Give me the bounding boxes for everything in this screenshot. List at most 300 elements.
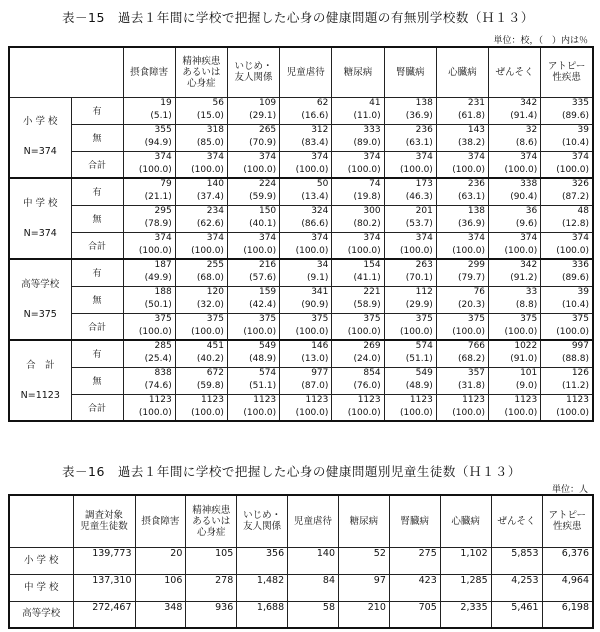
group-label bbox=[9, 340, 71, 421]
cell-count: 318 bbox=[206, 124, 224, 135]
cell-count: 766 bbox=[467, 341, 486, 351]
cell-count: 39 bbox=[577, 286, 589, 297]
cell-percent: (63.1) bbox=[457, 192, 486, 202]
group-name: 高等学校 bbox=[21, 278, 60, 290]
cell-count: 374 bbox=[571, 151, 589, 162]
cell-percent: (12.8) bbox=[561, 218, 589, 229]
cell-count: 854 bbox=[363, 367, 381, 378]
cell-count: 374 bbox=[363, 151, 381, 162]
table15-col-header: 腎臓病 bbox=[384, 47, 436, 97]
cell-percent: (40.2) bbox=[196, 354, 224, 364]
table15-cell bbox=[489, 367, 541, 394]
cell-percent: (100.0) bbox=[295, 164, 329, 175]
table15-cell bbox=[384, 286, 436, 313]
table16-cell: 58 bbox=[288, 601, 339, 628]
table15-cell bbox=[123, 124, 175, 151]
cell-percent: (100.0) bbox=[295, 326, 329, 337]
table15-cell bbox=[175, 232, 227, 259]
cell-percent: (100.0) bbox=[191, 326, 224, 337]
cell-percent: (100.0) bbox=[452, 164, 486, 175]
table16-row bbox=[9, 547, 593, 574]
table15-cell bbox=[175, 286, 227, 313]
table16-cell: 275 bbox=[389, 547, 440, 574]
cell-count: 187 bbox=[154, 260, 172, 270]
cell-count: 374 bbox=[311, 232, 329, 243]
cell-count: 341 bbox=[311, 286, 329, 297]
table15-cell bbox=[436, 124, 488, 151]
table15-cell bbox=[227, 178, 279, 205]
cell-count: 140 bbox=[206, 179, 224, 189]
cell-count: 374 bbox=[520, 232, 538, 243]
cell-count: 1123 bbox=[148, 394, 172, 405]
table16-cell: 1,482 bbox=[237, 574, 288, 601]
table16-col-header: アトピー 性疾患 bbox=[542, 495, 593, 547]
table16-col-header: 児童虐待 bbox=[288, 495, 339, 547]
table15-cell bbox=[541, 124, 593, 151]
cell-percent: (100.0) bbox=[243, 407, 277, 418]
cell-percent: (68.2) bbox=[457, 354, 486, 364]
table15-cell bbox=[384, 97, 436, 124]
cell-count: 150 bbox=[258, 205, 277, 216]
table16-cell: 6,376 bbox=[542, 547, 593, 574]
table15-cell bbox=[436, 394, 488, 421]
table15-cell bbox=[123, 313, 175, 340]
cell-count: 1123 bbox=[566, 394, 589, 405]
cell-count: 32 bbox=[525, 124, 538, 135]
cell-percent: (70.9) bbox=[249, 137, 277, 148]
table15-cell bbox=[123, 394, 175, 421]
cell-percent: (91.4) bbox=[510, 110, 538, 121]
cell-count: 374 bbox=[206, 232, 224, 243]
cell-percent: (100.0) bbox=[347, 164, 381, 175]
cell-percent: (19.8) bbox=[353, 192, 381, 202]
table15-cell bbox=[280, 259, 332, 286]
table16-cell: 139,773 bbox=[73, 547, 135, 574]
table15-cell bbox=[384, 151, 436, 178]
table15-cell bbox=[541, 232, 593, 259]
cell-percent: (50.1) bbox=[144, 299, 172, 310]
cell-count: 48 bbox=[577, 205, 589, 216]
table15-unit: 単位：校，（ ）内は％ bbox=[493, 36, 588, 46]
group-label bbox=[9, 97, 71, 178]
cell-count: 224 bbox=[258, 179, 277, 189]
table15-cell bbox=[436, 340, 488, 367]
table15-cell bbox=[436, 178, 488, 205]
cell-percent: (100.0) bbox=[504, 407, 538, 418]
table15-cell bbox=[227, 286, 279, 313]
table16-cell: 137,310 bbox=[73, 574, 135, 601]
table16-cell: 6,198 bbox=[542, 601, 593, 628]
table15-cell bbox=[436, 151, 488, 178]
cell-count: 109 bbox=[258, 97, 277, 108]
cell-percent: (83.4) bbox=[301, 137, 329, 148]
table16-col-header: 精神疾患 あるいは 心身症 bbox=[186, 495, 237, 547]
table15-cell bbox=[332, 124, 384, 151]
cell-count: 234 bbox=[206, 205, 224, 216]
cell-count: 375 bbox=[363, 313, 381, 324]
table15-cell bbox=[227, 367, 279, 394]
cell-count: 324 bbox=[311, 205, 329, 216]
cell-percent: (38.2) bbox=[457, 137, 486, 148]
table16-cell: 20 bbox=[135, 547, 186, 574]
cell-percent: (100.0) bbox=[138, 407, 172, 418]
table15-cell bbox=[227, 151, 279, 178]
cell-count: 1123 bbox=[514, 394, 538, 405]
cell-count: 338 bbox=[520, 179, 538, 189]
table15-cell bbox=[384, 205, 436, 232]
cell-count: 138 bbox=[415, 97, 433, 108]
table15-cell bbox=[123, 97, 175, 124]
table15-corner bbox=[9, 47, 123, 97]
cell-percent: (58.9) bbox=[353, 299, 381, 310]
row-label: 合計 bbox=[71, 394, 123, 421]
table16-cell: 1,688 bbox=[237, 601, 288, 628]
cell-count: 1123 bbox=[201, 394, 224, 405]
table16-cell: 210 bbox=[339, 601, 390, 628]
row-label: 有 bbox=[71, 178, 123, 205]
table16-cell: 1,102 bbox=[440, 547, 491, 574]
table15-cell bbox=[489, 340, 541, 367]
cell-percent: (100.0) bbox=[295, 245, 329, 256]
table16-col-header: 腎臓病 bbox=[389, 495, 440, 547]
cell-count: 41 bbox=[369, 97, 381, 108]
cell-percent: (100.0) bbox=[452, 407, 486, 418]
cell-count: 374 bbox=[311, 151, 329, 162]
cell-count: 374 bbox=[415, 232, 433, 243]
cell-count: 374 bbox=[154, 151, 172, 162]
cell-percent: (89.6) bbox=[561, 110, 589, 121]
cell-count: 263 bbox=[415, 260, 433, 270]
cell-count: 375 bbox=[258, 313, 277, 324]
cell-count: 374 bbox=[206, 151, 224, 162]
table15-row bbox=[9, 394, 593, 421]
table15-cell bbox=[123, 367, 175, 394]
table16-cell: 4,253 bbox=[491, 574, 542, 601]
cell-percent: (100.0) bbox=[452, 326, 486, 337]
cell-percent: (86.6) bbox=[301, 218, 329, 229]
cell-count: 375 bbox=[467, 313, 486, 324]
cell-count: 300 bbox=[363, 205, 381, 216]
cell-count: 1123 bbox=[357, 394, 381, 405]
table15-cell bbox=[541, 286, 593, 313]
cell-count: 374 bbox=[467, 151, 486, 162]
cell-percent: (100.0) bbox=[138, 326, 172, 337]
cell-count: 231 bbox=[467, 97, 486, 108]
table15-col-header: いじめ・ 友人関係 bbox=[227, 47, 279, 97]
table15-cell bbox=[175, 313, 227, 340]
cell-count: 326 bbox=[571, 179, 589, 189]
cell-percent: (87.2) bbox=[561, 192, 589, 202]
table15-title: 表－15 過去１年間に学校で把握した心身の健康問題の有無別学校数（Ｈ１３） bbox=[62, 10, 534, 25]
table16-cell: 278 bbox=[186, 574, 237, 601]
table15-row bbox=[9, 340, 593, 367]
table16-title: 表－16 過去１年間に学校で把握した心身の健康問題別児童生徒数（Ｈ１３） bbox=[62, 464, 521, 479]
cell-percent: (15.0) bbox=[196, 110, 224, 121]
cell-percent: (91.0) bbox=[510, 354, 538, 364]
cell-percent: (100.0) bbox=[504, 245, 538, 256]
table15-cell bbox=[384, 124, 436, 151]
cell-percent: (100.0) bbox=[556, 326, 589, 337]
table15-cell bbox=[541, 313, 593, 340]
cell-count: 50 bbox=[316, 179, 329, 189]
table15-col-header: 摂食障害 bbox=[123, 47, 175, 97]
table15-cell bbox=[436, 286, 488, 313]
cell-percent: (89.6) bbox=[561, 273, 589, 283]
table15-cell bbox=[123, 232, 175, 259]
cell-percent: (8.6) bbox=[515, 137, 538, 148]
table16-cell: 705 bbox=[389, 601, 440, 628]
table15-cell bbox=[280, 205, 332, 232]
cell-percent: (13.0) bbox=[301, 354, 329, 364]
group-n: N=1123 bbox=[20, 389, 60, 401]
cell-percent: (100.0) bbox=[191, 407, 224, 418]
cell-percent: (100.0) bbox=[191, 164, 224, 175]
cell-percent: (100.0) bbox=[556, 245, 589, 256]
table15-cell bbox=[280, 367, 332, 394]
row-label: 無 bbox=[71, 367, 123, 394]
row-label: 小 学 校 bbox=[9, 547, 73, 574]
cell-count: 299 bbox=[467, 260, 486, 270]
row-label: 合計 bbox=[71, 151, 123, 178]
cell-percent: (100.0) bbox=[347, 245, 381, 256]
cell-percent: (13.4) bbox=[301, 192, 329, 202]
cell-percent: (87.0) bbox=[301, 380, 329, 391]
cell-count: 375 bbox=[571, 313, 589, 324]
cell-percent: (49.9) bbox=[144, 273, 172, 283]
table15-cell bbox=[384, 232, 436, 259]
table15-row bbox=[9, 313, 593, 340]
cell-percent: (100.0) bbox=[400, 245, 433, 256]
table15-cell bbox=[489, 259, 541, 286]
table15-col-header: 児童虐待 bbox=[280, 47, 332, 97]
cell-count: 269 bbox=[363, 341, 381, 351]
cell-count: 374 bbox=[154, 232, 172, 243]
table16-corner bbox=[9, 495, 73, 547]
cell-percent: (51.1) bbox=[249, 380, 277, 391]
table15-cell bbox=[436, 97, 488, 124]
table15-cell bbox=[227, 124, 279, 151]
cell-count: 1123 bbox=[305, 394, 329, 405]
cell-percent: (89.0) bbox=[353, 137, 381, 148]
cell-percent: (68.0) bbox=[196, 273, 224, 283]
cell-percent: (100.0) bbox=[400, 326, 433, 337]
cell-percent: (100.0) bbox=[400, 164, 433, 175]
table15-cell bbox=[541, 178, 593, 205]
cell-count: 126 bbox=[571, 367, 589, 378]
cell-count: 1123 bbox=[253, 394, 277, 405]
cell-percent: (74.6) bbox=[144, 380, 172, 391]
cell-count: 374 bbox=[520, 151, 538, 162]
table15-row bbox=[9, 367, 593, 394]
table15-cell bbox=[175, 124, 227, 151]
table15-cell bbox=[489, 151, 541, 178]
cell-percent: (100.0) bbox=[400, 407, 433, 418]
cell-count: 374 bbox=[258, 151, 277, 162]
cell-count: 375 bbox=[154, 313, 172, 324]
cell-count: 236 bbox=[415, 124, 433, 135]
table15-cell bbox=[384, 313, 436, 340]
table15-cell bbox=[541, 97, 593, 124]
cell-percent: (40.1) bbox=[249, 218, 277, 229]
cell-count: 255 bbox=[206, 260, 224, 270]
table15-cell bbox=[280, 124, 332, 151]
cell-percent: (100.0) bbox=[243, 164, 277, 175]
cell-count: 19 bbox=[160, 97, 172, 108]
cell-percent: (11.0) bbox=[353, 110, 381, 121]
table15-cell bbox=[175, 340, 227, 367]
table15-row bbox=[9, 97, 593, 124]
cell-count: 335 bbox=[571, 97, 589, 108]
cell-percent: (11.2) bbox=[561, 380, 589, 391]
table16-col-header: 調査対象 児童生徒数 bbox=[73, 495, 135, 547]
cell-count: 374 bbox=[258, 232, 277, 243]
cell-count: 375 bbox=[520, 313, 538, 324]
table15-cell bbox=[175, 178, 227, 205]
table15-cell bbox=[436, 232, 488, 259]
table15-cell bbox=[541, 367, 593, 394]
table15-cell bbox=[436, 259, 488, 286]
cell-count: 138 bbox=[467, 205, 486, 216]
table15-cell bbox=[280, 97, 332, 124]
cell-percent: (29.9) bbox=[405, 299, 433, 310]
cell-percent: (8.8) bbox=[515, 299, 538, 310]
cell-count: 374 bbox=[363, 232, 381, 243]
table15-cell bbox=[332, 313, 384, 340]
table15-cell bbox=[227, 394, 279, 421]
cell-percent: (79.7) bbox=[457, 273, 486, 283]
table15-cell bbox=[384, 367, 436, 394]
group-n: N=375 bbox=[23, 308, 57, 320]
cell-percent: (100.0) bbox=[243, 245, 277, 256]
cell-percent: (36.9) bbox=[457, 218, 486, 229]
table15-cell bbox=[436, 205, 488, 232]
table15-cell bbox=[123, 151, 175, 178]
group-name: 合 計 bbox=[25, 359, 55, 371]
cell-count: 312 bbox=[311, 124, 329, 135]
table15-cell bbox=[489, 205, 541, 232]
cell-count: 451 bbox=[206, 341, 224, 351]
table15-cell bbox=[332, 97, 384, 124]
cell-count: 672 bbox=[206, 367, 224, 378]
cell-percent: (46.3) bbox=[405, 192, 433, 202]
cell-count: 34 bbox=[316, 260, 329, 270]
table15-cell bbox=[384, 340, 436, 367]
cell-count: 977 bbox=[311, 367, 329, 378]
table15-cell bbox=[123, 340, 175, 367]
table15-cell bbox=[332, 394, 384, 421]
cell-percent: (20.3) bbox=[457, 299, 486, 310]
table15-col-header: ぜんそく bbox=[489, 47, 541, 97]
cell-count: 357 bbox=[467, 367, 486, 378]
cell-count: 33 bbox=[525, 286, 538, 297]
cell-percent: (100.0) bbox=[504, 164, 538, 175]
table16-cell: 348 bbox=[135, 601, 186, 628]
table15-cell bbox=[489, 232, 541, 259]
table16-cell: 936 bbox=[186, 601, 237, 628]
cell-percent: (9.1) bbox=[307, 273, 329, 283]
cell-percent: (51.1) bbox=[405, 354, 433, 364]
cell-percent: (90.4) bbox=[510, 192, 538, 202]
table16-col-header: いじめ・ 友人関係 bbox=[237, 495, 288, 547]
row-label: 合計 bbox=[71, 313, 123, 340]
cell-count: 36 bbox=[525, 205, 538, 216]
table16-cell: 105 bbox=[186, 547, 237, 574]
cell-percent: (59.8) bbox=[196, 380, 224, 391]
table15-cell bbox=[175, 367, 227, 394]
cell-percent: (85.0) bbox=[196, 137, 224, 148]
cell-percent: (5.1) bbox=[150, 110, 172, 121]
table16-col-header: 糖尿病 bbox=[339, 495, 390, 547]
table16-col-header: 摂食障害 bbox=[135, 495, 186, 547]
cell-count: 265 bbox=[258, 124, 277, 135]
row-label: 無 bbox=[71, 124, 123, 151]
table15-cell bbox=[227, 205, 279, 232]
table16-cell: 423 bbox=[389, 574, 440, 601]
row-label: 無 bbox=[71, 205, 123, 232]
table15-cell bbox=[280, 232, 332, 259]
cell-count: 574 bbox=[258, 367, 277, 378]
cell-count: 336 bbox=[571, 260, 589, 270]
row-label: 高等学校 bbox=[9, 601, 73, 628]
group-name: 小 学 校 bbox=[22, 116, 58, 128]
cell-count: 1123 bbox=[409, 394, 433, 405]
table16 bbox=[8, 494, 594, 629]
table15-cell bbox=[384, 259, 436, 286]
cell-count: 375 bbox=[415, 313, 433, 324]
cell-count: 295 bbox=[154, 205, 172, 216]
cell-count: 201 bbox=[415, 205, 433, 216]
cell-percent: (100.0) bbox=[295, 407, 329, 418]
table16-cell: 97 bbox=[339, 574, 390, 601]
cell-percent: (70.1) bbox=[405, 273, 433, 283]
cell-count: 374 bbox=[467, 232, 486, 243]
cell-percent: (25.4) bbox=[144, 354, 172, 364]
cell-percent: (53.7) bbox=[405, 218, 433, 229]
table15-cell bbox=[280, 340, 332, 367]
table15-cell bbox=[384, 178, 436, 205]
cell-percent: (41.1) bbox=[353, 273, 381, 283]
table15-cell bbox=[280, 313, 332, 340]
table15-cell bbox=[541, 205, 593, 232]
table15-cell bbox=[384, 394, 436, 421]
cell-percent: (57.6) bbox=[249, 273, 277, 283]
table15-cell bbox=[541, 151, 593, 178]
table15-cell bbox=[123, 259, 175, 286]
cell-percent: (80.2) bbox=[353, 218, 381, 229]
cell-count: 74 bbox=[369, 179, 381, 189]
table15-cell bbox=[175, 259, 227, 286]
table15-cell bbox=[332, 286, 384, 313]
cell-count: 56 bbox=[212, 97, 224, 108]
table15-cell bbox=[489, 286, 541, 313]
table15 bbox=[8, 46, 594, 422]
table15-cell bbox=[489, 394, 541, 421]
row-label: 中 学 校 bbox=[9, 574, 73, 601]
cell-count: 355 bbox=[154, 124, 172, 135]
table16-cell: 4,964 bbox=[542, 574, 593, 601]
cell-count: 62 bbox=[316, 97, 329, 108]
table15-row bbox=[9, 151, 593, 178]
table16-cell: 1,285 bbox=[440, 574, 491, 601]
cell-percent: (100.0) bbox=[138, 164, 172, 175]
cell-count: 997 bbox=[571, 341, 589, 351]
cell-percent: (100.0) bbox=[138, 245, 172, 256]
table15-cell bbox=[175, 205, 227, 232]
cell-percent: (100.0) bbox=[452, 245, 486, 256]
table15-cell bbox=[332, 205, 384, 232]
table16-cell: 52 bbox=[339, 547, 390, 574]
cell-percent: (10.4) bbox=[561, 137, 589, 148]
